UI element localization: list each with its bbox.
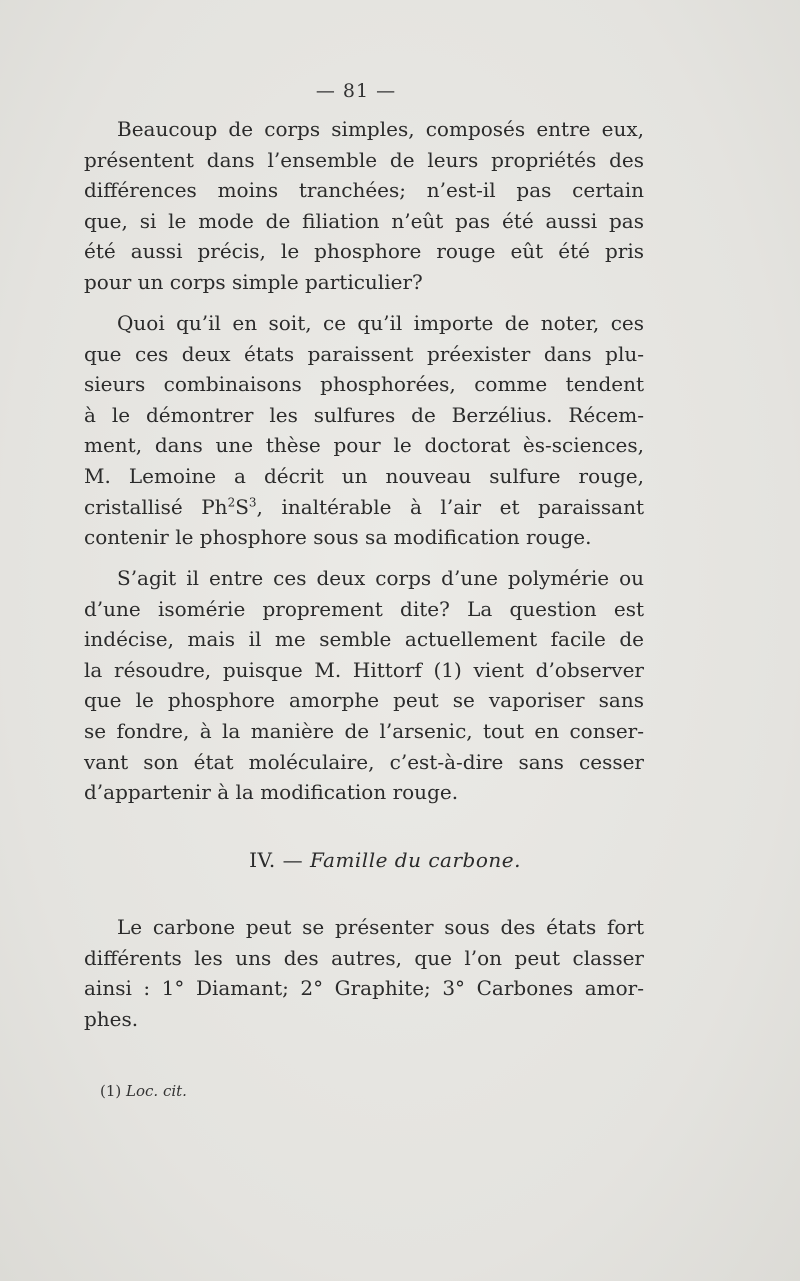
text-line: différents les uns des autres, que l’on peut classer <box>84 945 644 970</box>
formula-line <box>84 492 644 523</box>
paragraph-3 <box>84 563 644 808</box>
paragraph-4 <box>84 912 644 1034</box>
text-line: Beaucoup de corps simples, composés entre eux, <box>117 117 644 141</box>
section-heading <box>0 848 770 872</box>
text-line: indécise, mais il me semble actuellement facile de <box>84 627 644 652</box>
footnote-marker: (1) <box>100 1082 122 1100</box>
text-line: la résoudre, puisque M. Hittorf (1) vient d’observer <box>84 657 644 682</box>
text-line: se fondre, à la manière de l’arsenic, tout en conser- <box>84 718 644 743</box>
text-line: d’appartenir à la modification rouge. <box>84 780 459 805</box>
section-title: Famille du carbone. <box>310 848 521 872</box>
formula-subscript: 3 <box>248 494 257 509</box>
text-line: d’une isomérie proprement dite? La question est <box>84 596 644 621</box>
text-line: sieurs combinaisons phosphorées, comme tendent <box>84 372 644 397</box>
text-line: S’agit il entre ces deux corps d’une polymérie ou <box>117 566 644 590</box>
text-line: phes. <box>84 1006 139 1031</box>
text-line: été aussi précis, le phosphore rouge eût été pris <box>84 239 644 264</box>
footnote <box>100 1082 187 1100</box>
text-line: que, si le mode de filiation n’eût pas été aussi pas <box>84 208 644 233</box>
text-line: ainsi : 1° Diamant; 2° Graphite; 3° Carbones amor- <box>84 976 644 1001</box>
text-line: pour un corps simple particulier? <box>84 269 423 294</box>
formula-mid: S <box>235 494 249 519</box>
text-line: vant son état moléculaire, c’est-à-dire sans cesser <box>84 749 644 774</box>
page-number: — 81 — <box>315 80 397 102</box>
footnote-text: Loc. cit. <box>126 1082 187 1100</box>
text-line: Quoi qu’il en soit, ce qu’il importe de noter, ces <box>117 311 644 335</box>
heading-dash: — <box>282 848 304 872</box>
formula-subscript: 2 <box>227 494 236 509</box>
text-line: ment, dans une thèse pour le doctorat ès-sciences, <box>84 433 644 458</box>
text-line: M. Lemoine a décrit un nouveau sulfure rouge, <box>84 463 644 488</box>
text-line: à le démontrer les sulfures de Berzélius. Récem- <box>84 402 644 427</box>
formula-before: cristallisé Ph <box>84 494 228 519</box>
text-line: que le phosphore amorphe peut se vaporiser sans <box>84 688 644 713</box>
paragraph-2 <box>84 308 644 553</box>
text-line: présentent dans l’ensemble de leurs propriétés des <box>84 147 644 172</box>
text-line: contenir le phosphore sous sa modification rouge. <box>84 525 592 550</box>
text-line: que ces deux états paraissent préexister dans plu- <box>84 341 644 366</box>
section-number: IV. <box>249 848 276 872</box>
text-line: Le carbone peut se présenter sous des états fort <box>117 915 644 939</box>
paragraph-1 <box>84 114 644 298</box>
formula-after: , inaltérable à l’air et paraissant <box>256 494 645 519</box>
text-line: différences moins tranchées; n’est-il pas certain <box>84 178 644 203</box>
